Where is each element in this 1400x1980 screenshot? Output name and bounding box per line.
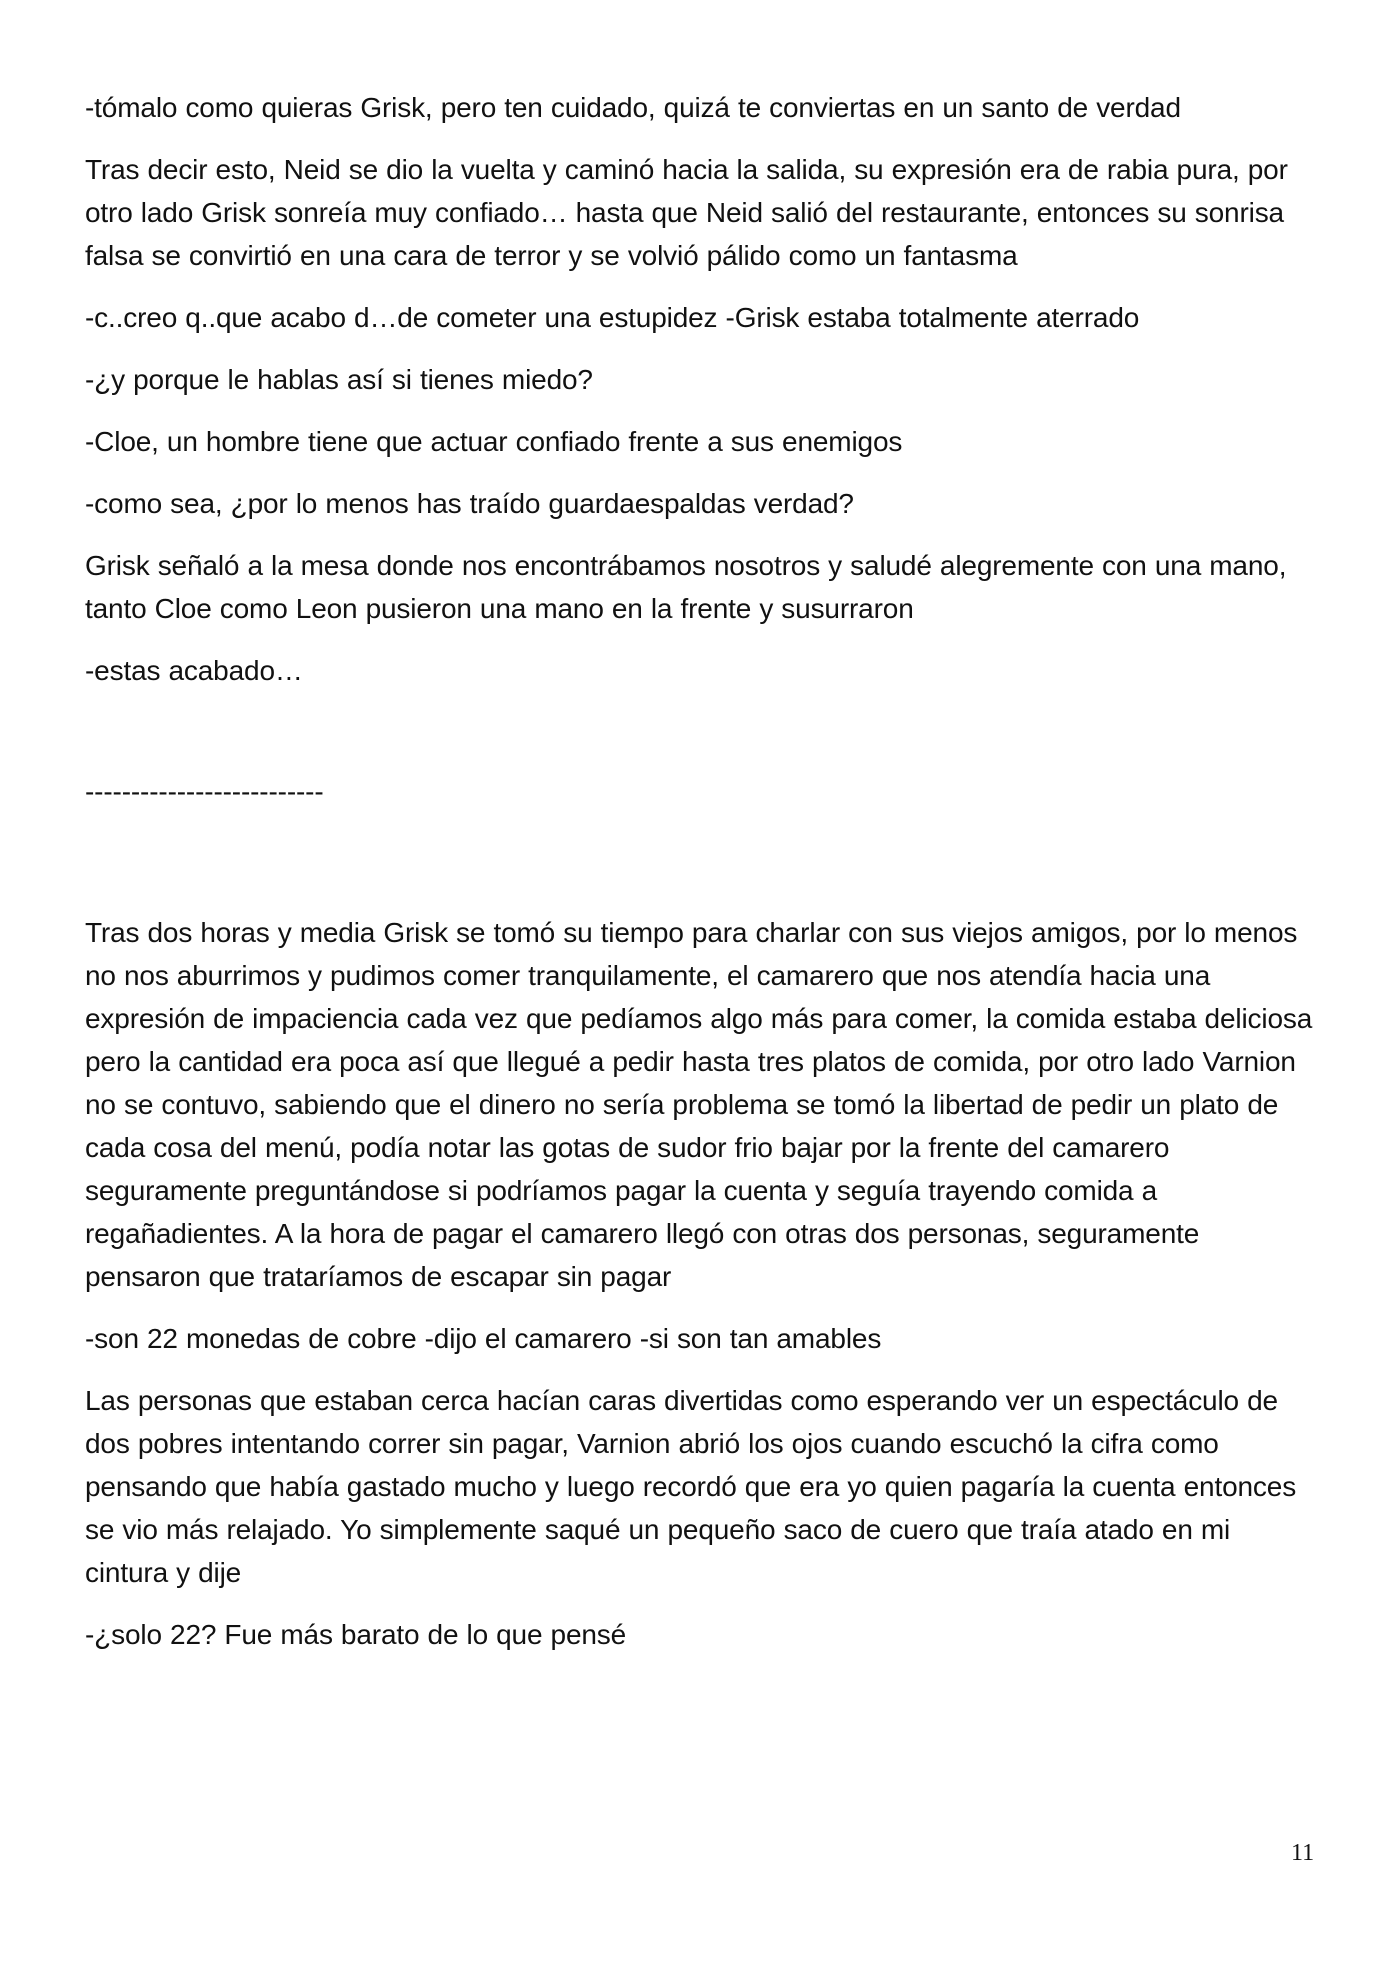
paragraph-dialogue-question-fear: -¿y porque le hablas así si tienes miedo? (85, 364, 593, 395)
paragraph-dialogue-finished: -estas acabado… (85, 655, 303, 686)
paragraph-dialogue-grisk-warning: -tómalo como quieras Grisk, pero ten cuidado, quizá te conviertas en un santo de verdad (85, 92, 1181, 123)
separator-spacing (85, 813, 1320, 911)
section-separator: -------------------------- (85, 776, 324, 807)
paragraph-two-hours-later: Tras dos horas y media Grisk se tomó su tiempo para charlar con sus viejos amigos, por lo menos no nos aburrimos y pudimos comer tranquilamente, el camarero que nos atendía hacia una expresión de impaciencia cada vez que pedíamos algo más para comer, la comida estaba deliciosa pero la cantidad era poca así que llegué a pedir hasta tres platos de comida, por otro lado Varnion no se contuvo, sabiendo que el dinero no sería problema se tomó la libertad de pedir un plato de cada cosa del menú, podía notar las gotas de sudor frio bajar por la frente del camarero seguramente preguntándose si podríamos pagar la cuenta y seguía trayendo comida a regañadientes. A la hora de pagar el camarero llegó con otras dos personas, seguramente pensaron que trataríamos de escapar sin pagar (85, 917, 1313, 1292)
paragraph-grisk-points-table: Grisk señaló a la mesa donde nos encontrábamos nosotros y saludé alegremente con una mano, tanto Cloe como Leon pusieron una mano en la frente y susurraron (85, 550, 1287, 624)
paragraph-dialogue-confident-man: -Cloe, un hombre tiene que actuar confiado frente a sus enemigos (85, 426, 903, 457)
paragraph-dialogue-only-22: -¿solo 22? Fue más barato de lo que pensé (85, 1619, 627, 1650)
page-number: 11 (1291, 1840, 1315, 1866)
paragraph-dialogue-bodyguards: -como sea, ¿por lo menos has traído guardaespaldas verdad? (85, 488, 854, 519)
document-page (85, 86, 1320, 1675)
paragraph-onlookers: Las personas que estaban cerca hacían caras divertidas como esperando ver un espectáculo de dos pobres intentando correr sin pagar, Varnion abrió los ojos cuando escuchó la cifra como pensando que había gastado mucho y luego recordó que era yo quien pagaría la cuenta entonces se vio más relajado. Yo simplemente saqué un pequeño saco de cuero que traía atado en mi cintura y dije (85, 1385, 1297, 1588)
paragraph-neid-leaves: Tras decir esto, Neid se dio la vuelta y caminó hacia la salida, su expresión era de rabia pura, por otro lado Grisk sonreía muy confiado… hasta que Neid salió del restaurante, entonces su sonrisa falsa se convirtió en una cara de terror y se volvió pálido como un fantasma (85, 154, 1288, 271)
paragraph-dialogue-waiter-bill: -son 22 monedas de cobre -dijo el camarero -si son tan amables (85, 1323, 882, 1354)
paragraph-dialogue-grisk-terrified: -c..creo q..que acabo d…de cometer una estupidez -Grisk estaba totalmente aterrado (85, 302, 1140, 333)
